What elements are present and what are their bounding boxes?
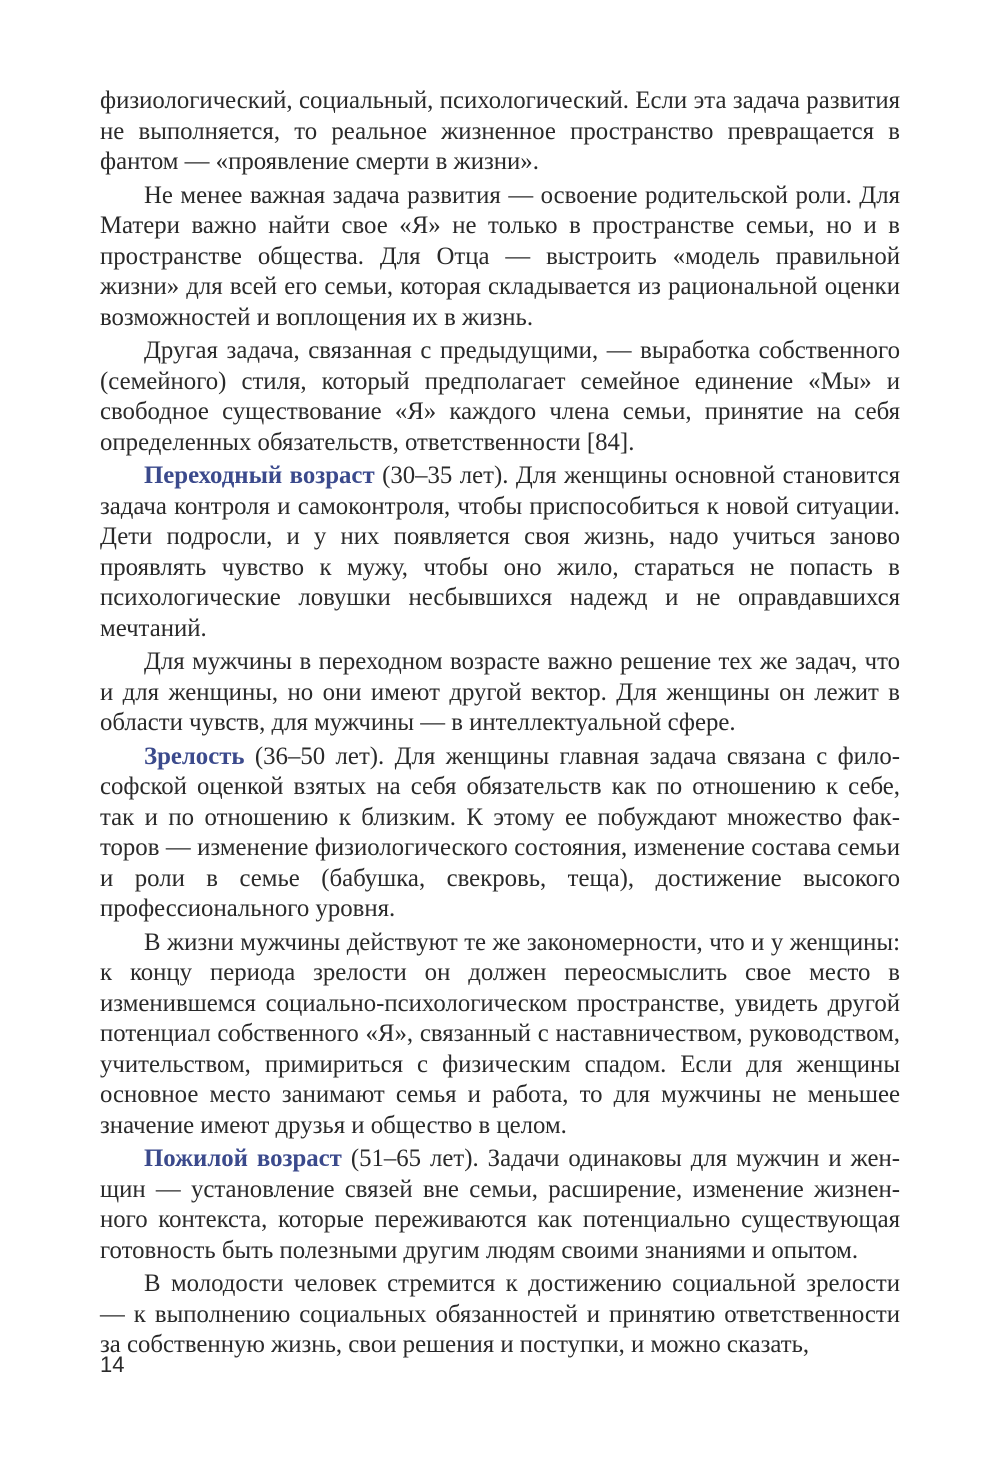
paragraph-9: В молодости человек стремится к достижению социальной зрелости — к выполнению социальных обязанностей и принятию ответственности за собственную жизнь, свои решения и поступки, и можно сказать, — [100, 1270, 900, 1358]
paragraph-4 — [100, 461, 900, 644]
paragraph-5: Для мужчины в переходном возрасте важно решение тех же задач, что и для женщины, но они имеют другой вектор. Для женщины он лежит в области чувств, для мужчины — в интеллектуальной сфере. — [100, 648, 900, 736]
term-transitional-age: Переходный возраст — [144, 462, 375, 489]
paragraph-6-text: (36–50 лет). Для женщины главная задача связана с философской оценкой взятых на себя обязательств как по отношению к себе, так и по отношению к близким. К этому ее побуждают множество факторов — изменение физиологического состояния, изменение состава семьи и роли в семье (бабушка, свекровь, теща), достижение высокого профессионального уровня. — [100, 742, 900, 922]
term-elderly-age: Пожилой возраст — [144, 1145, 342, 1172]
paragraph-1: физиологический, социальный, психологический. Если эта задача развития не выполняется, то реальное жизненное пространство превращается в фантом — «проявление смерти в жизни». — [100, 87, 900, 175]
paragraph-6 — [100, 742, 900, 925]
paragraph-7: В жизни мужчины действуют те же закономерности, что и у женщины: к концу периода зрелости он должен переосмыслить свое место в изменившемся социально-психологическом пространстве, увидеть другой потенциал собственного «Я», связанный с наставничеством, руководством, учительством, примириться с физическим спадом. Если для женщины основное место занимают семья и работа, то для мужчины не меньшее значение имеют друзья и общество в целом. — [100, 928, 900, 1139]
paragraph-8 — [100, 1144, 900, 1266]
paragraph-8-text: (51–65 лет). Задачи одинаковы для мужчин и женщин — установление связей вне семьи, расширение, изменение жизненного контекста, которые переживаются как потенциально существующая готовность быть полезными другим людям своими знаниями и опытом. — [100, 1145, 900, 1264]
term-maturity: Зрелость — [144, 742, 245, 770]
paragraph-2: Не менее важная задача развития — освоение родительской роли. Для Матери важно найти свое «Я» не только в пространстве семьи, но и в пространстве общества. Для Отца — выстроить «модель правильной жизни» для всей его семьи, которая складывается из рациональной оценки возможностей и воплощения их в жизнь. — [100, 181, 900, 331]
paragraph-4-text: (30–35 лет). Для женщины основной становится задача контроля и самоконтроля, чтобы приспособиться к новой ситуации. Дети подросли, и у них появляется своя жизнь, надо учиться заново проявлять чувство к мужу, чтобы оно жило, стараться не попасть в психологические ловушки несбывшихся надежд и не оправдавшихся мечтаний. — [100, 462, 900, 642]
page-number: 14 — [100, 1352, 125, 1377]
paragraph-3: Другая задача, связанная с предыдущими, — выработка собственного (семейного) стиля, который предполагает семейное единение «Мы» и свободное существование «Я» каждого члена семьи, принятие на себя определенных обязательств, ответственности [84]. — [100, 337, 900, 456]
page-body — [100, 86, 900, 1364]
